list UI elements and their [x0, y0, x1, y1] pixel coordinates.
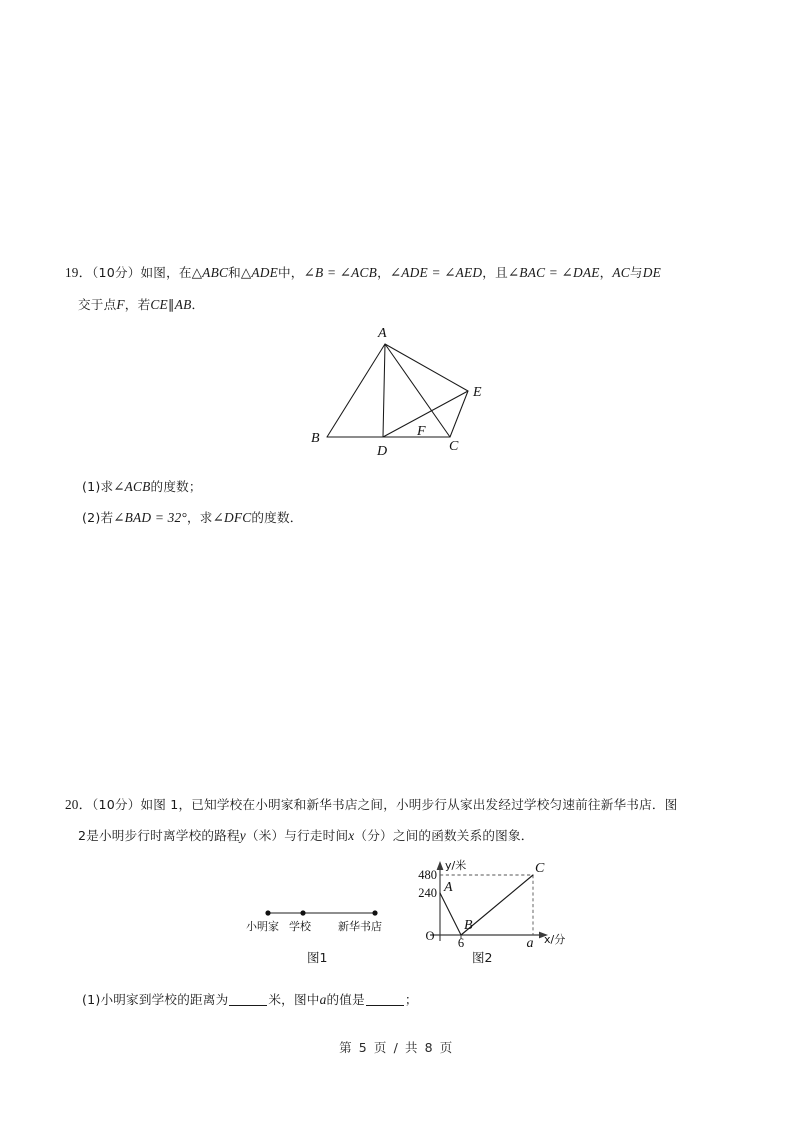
problem-19-sub-question-1 [82, 472, 202, 502]
label-bookstore: 新华书店 [338, 920, 382, 933]
problem-19-yu: 与 [629, 265, 643, 280]
problem-20-stem-line-1: 20．（10分）如图 1，已知学校在小明家和新华书店之间，小明步行从家出发经过学校匀速前往新华书店．图 [65, 797, 678, 812]
problem-20-stem-line-2 [78, 821, 534, 851]
problem-20-figure-2 [408, 857, 568, 952]
problem-19-stem-text-b: 和 [228, 265, 241, 280]
vertex-label-B: B [311, 431, 320, 446]
problem-19-stem-text-e: ，若 [124, 297, 151, 312]
segment-AB [440, 893, 461, 935]
vertex-label-F: F [417, 424, 426, 439]
sub1-suffix: 的度数； [150, 479, 202, 494]
problem-19-qie: 且 [495, 265, 508, 280]
comma-2: ， [482, 265, 496, 280]
problem-19-stem-line-2 [78, 290, 204, 320]
x-tick-a: a [526, 936, 534, 951]
segment-ac: AC [612, 265, 630, 280]
sub2-given-angle-bad: ∠BAD = 32° [113, 510, 187, 525]
edge-AB [327, 344, 385, 437]
problem-19-stem-text-d: 交于点 [78, 297, 117, 312]
y-axis-label: y/米 [445, 859, 467, 872]
answer-blank-distance[interactable] [229, 992, 267, 1006]
sub2-mid: ，求 [186, 510, 213, 525]
point-bookstore [372, 910, 377, 915]
problem-19-stem-text-c: 中， [278, 265, 304, 280]
problem-20-stem-text-2b: 与行走时间 [284, 828, 349, 843]
edge-CE [450, 391, 468, 437]
unit-minute: （分） [354, 828, 393, 843]
equation-bac-dae: ∠BAC = ∠DAE [507, 265, 600, 280]
label-home: 小明家 [246, 920, 279, 933]
comma-3: ， [599, 265, 613, 280]
problem-20-stem-text-2c: 之间的函数关系的图象． [392, 828, 534, 843]
triangle-abc-ade-svg [295, 325, 505, 470]
point-school [300, 910, 305, 915]
unit-meter: （米） [245, 828, 285, 843]
parallel-symbol: ∥ [167, 297, 175, 312]
distance-time-graph-svg [408, 857, 568, 952]
equation-ade-aed: ∠ADE = ∠AED [389, 265, 483, 280]
graph-point-label-B: B [464, 918, 473, 933]
vertex-label-C: C [449, 439, 459, 454]
vertex-label-D: D [377, 444, 388, 459]
origin-label: O [425, 929, 435, 943]
segment-ab: AB [174, 297, 192, 312]
problem-20-stem-text-2a: 2是小明步行时离学校的路程 [78, 828, 240, 843]
sub2-prefix: (2)若 [82, 510, 114, 525]
segment-de: DE [642, 265, 661, 280]
y-axis-arrow [437, 861, 444, 870]
p20-sub1-variable-a: a [319, 992, 327, 1007]
graph-point-label-C: C [535, 861, 545, 876]
p20-sub1-suffix: 的值是 [326, 992, 365, 1007]
page-footer: 第 5 页 / 共 8 页 [339, 1040, 454, 1055]
figure-2-caption: 图2 [472, 950, 493, 965]
figure-1-caption: 图1 [307, 950, 328, 965]
segment-ce: CE [150, 297, 168, 312]
problem-20-number: 20 [65, 797, 79, 812]
problem-20-points: （10分） [91, 797, 141, 812]
p20-sub1-end: ； [404, 992, 418, 1007]
problem-19-figure [295, 325, 505, 470]
problem-20-figure-1 [238, 900, 398, 940]
sub1-angle-acb: ∠ACB [113, 479, 151, 494]
sub2-suffix: 的度数． [251, 510, 303, 525]
x-tick-6: 6 [457, 936, 465, 950]
problem-20-stem-text-1: 如图 1，已知学校在小明家和新华书店之间，小明步行从家出发经过学校匀速前往新华书店．图 [140, 797, 678, 812]
triangle-ade-label: △ADE [240, 265, 279, 280]
graph-point-label-A: A [444, 880, 453, 895]
edge-AE [385, 344, 468, 391]
sub1-prefix: (1)求 [82, 479, 114, 494]
sub2-angle-dfc: ∠DFC [212, 510, 252, 525]
problem-19-number: 19 [65, 265, 79, 280]
vertex-label-E: E [473, 385, 482, 400]
number-line-svg [238, 900, 398, 940]
problem-19-stem-line-1: 19．（10分）如图，在△ABC和△ADE中，∠B = ∠ACB，∠ADE = ∠AED，且∠BAC = ∠DAE，AC与DE [65, 265, 661, 280]
p20-sub1-prefix: (1)小明家到学校的距离为 [82, 992, 229, 1007]
vertex-label-A: A [378, 326, 387, 341]
equation-b-acb: ∠B = ∠ACB [303, 265, 378, 280]
edge-AD [383, 344, 385, 437]
y-tick-240: 240 [418, 886, 437, 900]
answer-blank-a-value[interactable] [366, 992, 404, 1006]
problem-19-sub-question-2 [82, 503, 303, 533]
variable-x: x [348, 828, 355, 843]
y-tick-480: 480 [418, 868, 437, 882]
comma-1: ， [377, 265, 390, 280]
problem-19-points: （10分） [91, 265, 141, 280]
triangle-abc-label: △ABC [191, 265, 229, 280]
variable-y: y [239, 828, 246, 843]
point-f-label: F [116, 297, 125, 312]
problem-20-sub-question-1 [82, 985, 418, 1015]
p20-sub1-unit: 米，图中 [268, 992, 320, 1007]
point-home [265, 910, 270, 915]
label-school: 学校 [289, 920, 311, 933]
x-axis-label: x/分 [544, 933, 566, 946]
problem-19-stem-text-f: ． [191, 297, 205, 312]
problem-19-stem-text-a: 如图，在 [140, 265, 192, 280]
